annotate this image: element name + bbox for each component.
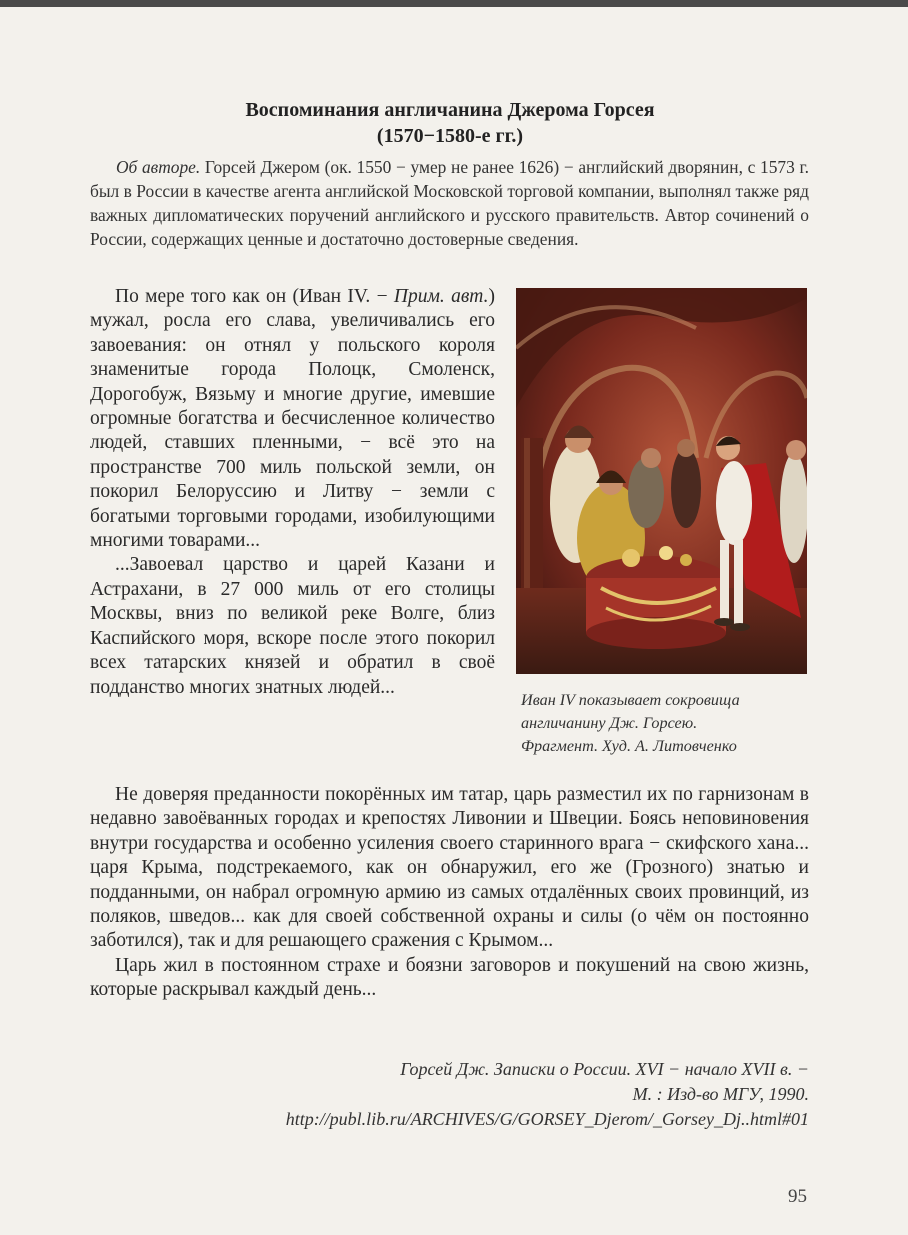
source-line-2: М. : Изд-во МГУ, 1990. bbox=[632, 1084, 809, 1104]
about-label: Об авторе. bbox=[116, 157, 201, 177]
painting-illustration bbox=[516, 288, 807, 674]
source-url: http://publ.lib.ru/ARCHIVES/G/GORSEY_Djerom/_Gorsey_Dj..html#01 bbox=[285, 1109, 809, 1129]
main-text-column bbox=[90, 285, 495, 700]
title-line-1: Воспоминания англичанина Джерома Горсея bbox=[245, 99, 655, 121]
paragraph-1-start: По мере того как он (Иван IV. − bbox=[115, 286, 394, 307]
page-title bbox=[90, 97, 810, 149]
page-number: 95 bbox=[788, 1186, 807, 1207]
author-note: Прим. авт. bbox=[393, 286, 489, 307]
title-line-2: (1570−1580-е гг.) bbox=[376, 125, 524, 147]
caption-line-1: Иван IV показывает сокровища bbox=[521, 691, 740, 709]
painting-image bbox=[516, 288, 807, 674]
paragraph-2: ...Завоевал царство и царей Казани и Астрахани, в 27 000 миль от его столицы Москвы, вниз по великой реке Волге, близ Каспийского моря, вскоре после этого покорил всех татарских князей и обратил в своё подданство многих знатных людей... bbox=[90, 554, 495, 698]
caption-line-3: Фрагмент. Худ. А. Литовченко bbox=[521, 737, 737, 755]
about-text: Горсей Джером (ок. 1550 − умер не ранее 1626) − английский дворянин, с 1573 г. был в России в качестве агента английской Московской торговой компании, выполнял также ряд важных дипломатических поручений английского и русского правительств. Автор сочинений о России, содержащих ценные и достаточно достоверные сведения. bbox=[90, 157, 809, 249]
paragraph-4: Царь жил в постоянном страхе и боязни заговоров и покушений на свою жизнь, которые раскрывал каждый день... bbox=[90, 954, 809, 1001]
paragraph-3: Не доверяя преданности покорённых им татар, царь разместил их по гарнизонам в недавно завоёванных городах и крепостях Ливонии и Швеции. Боясь неповиновения внутри государства и особенно усиления своего старинного врага − скифского хана... царя Крыма, подстрекаемого, как он обнаружил, его же (Грозного) знатью и подданными, он набрал огромную армию из самых отдалённых своих провинций, из поляков, шведов... как для своей собственной охраны и силы (о чём он постоянно заботился), так и для решающего сражения с Крымом... bbox=[90, 784, 809, 952]
figure-caption bbox=[521, 689, 811, 758]
paragraph-1 bbox=[90, 285, 495, 553]
page-top-edge bbox=[0, 0, 908, 7]
continued-text bbox=[90, 783, 809, 1003]
caption-line-2: англичанину Дж. Горсею. bbox=[521, 714, 698, 732]
source-citation bbox=[90, 1057, 809, 1132]
about-author bbox=[90, 155, 809, 251]
source-line-1: Горсей Дж. Записки о России. XVI − начало XVII в. − bbox=[400, 1059, 809, 1079]
paragraph-1-rest: ) мужал, росла его слава, увеличивались его завоевания: он отнял у польского короля знаменитые города Полоцк, Смоленск, Дорогобуж, Вязьму и многие другие, имевшие огромные богатства и бесчисленное количество людей, ставших пленными, − всё это на пространстве 700 миль польской земли, он покорил Белоруссию и Литву − земли с богатыми торговыми городами, изобилующими многими товарами... bbox=[90, 286, 495, 552]
